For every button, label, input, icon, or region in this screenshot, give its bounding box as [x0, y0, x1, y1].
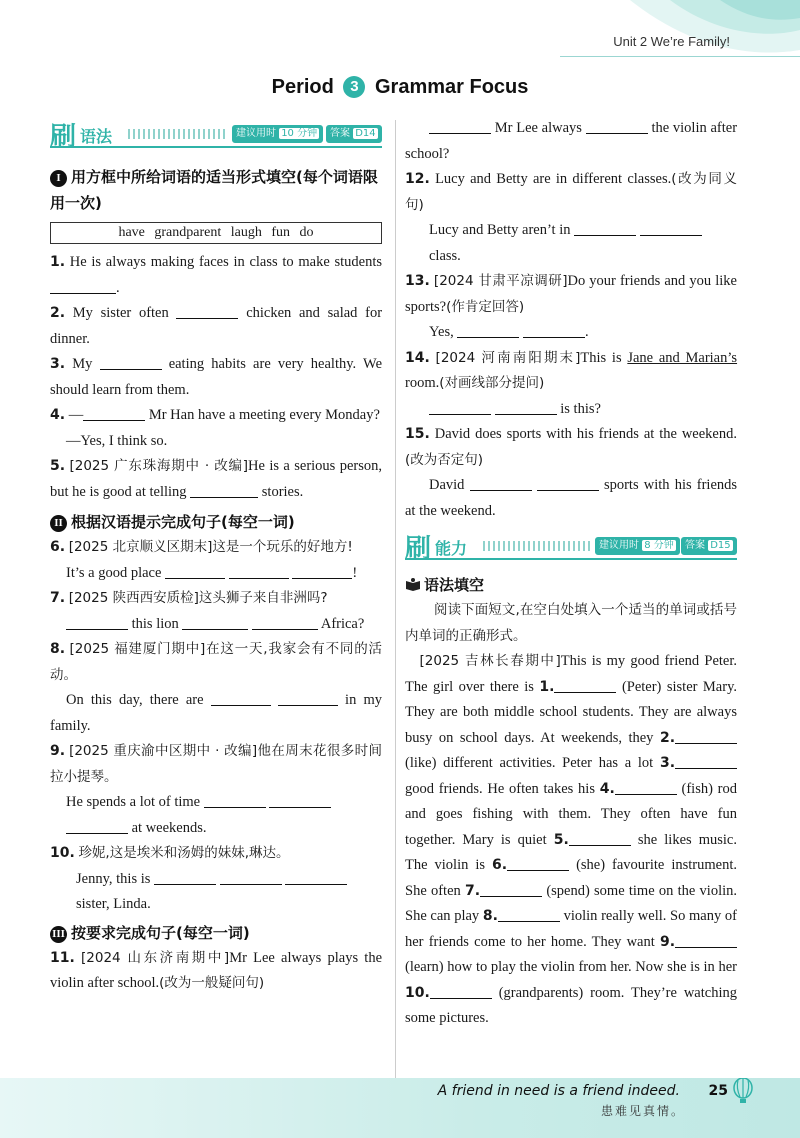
balloon-icon [732, 1078, 754, 1104]
cloze-blank-2[interactable] [675, 729, 737, 744]
answer-blank[interactable] [586, 119, 648, 134]
answer-blank[interactable] [66, 819, 128, 834]
grammar-section-header [50, 120, 382, 152]
answer-blank[interactable] [537, 476, 599, 491]
cloze-blank-4[interactable] [615, 780, 677, 795]
book-icon [405, 573, 421, 586]
stripe-decoration [128, 129, 228, 139]
question-15: 15. David does sports with his friends at the weekend.(改为否定句) David sports with his friends at the weekend. [405, 426, 738, 519]
answer-blank[interactable] [176, 304, 238, 319]
answer-blank[interactable] [269, 793, 331, 808]
question-14: 14. [2024 河南南阳期末]This is Jane and Marian’s room.(对画线部分提问) is this? [405, 349, 738, 417]
part-2-title: II 根据汉语提示完成句子(每空一词) [50, 509, 382, 535]
answer-blank[interactable] [574, 221, 636, 236]
question-10: 10. 珍妮,这是埃米和汤姆的妹妹,琳达。 Jenny, this is sister, Linda. [50, 841, 382, 918]
footer-proverb-chinese: 患难见真情。 [600, 1104, 685, 1118]
section-title: 语法 [80, 127, 113, 146]
question-13: 13. [2024 甘肃平凉调研]Do your friends and you like sports?(作肯定回答) Yes, . [405, 273, 737, 340]
section-icon-brush: 刷 [50, 122, 77, 152]
answer-blank[interactable] [100, 355, 162, 370]
answer-blank[interactable] [429, 400, 491, 415]
question-2: 2. My sister often chicken and salad for dinner. [50, 305, 383, 347]
ability-section-header [405, 532, 737, 564]
unit-header: Unit 2 We’re Family! [613, 34, 730, 49]
answer-blank[interactable] [66, 615, 128, 630]
section-icon-brush: 刷 [405, 534, 432, 564]
question-1: 1. He is always making faces in class to make students . [50, 254, 382, 296]
cloze-instructions: 阅读下面短文,在空白处填入一个适当的单词或括号内单词的正确形式。 [405, 602, 737, 644]
answer-blank[interactable] [429, 119, 491, 134]
roman-numeral-badge: II [50, 515, 67, 532]
part-1-title: I 用方框中所给词语的适当形式填空(每个词语限用一次) [50, 168, 378, 212]
roman-numeral-badge: III [50, 926, 67, 943]
answer-blank[interactable] [457, 323, 519, 338]
question-4: 4. — Mr Han have a meeting every Monday? —Yes, I think so. [50, 407, 380, 449]
question-6: 6. [2025 北京顺义区期末]这是一个玩乐的好地方! It’s a good place ! [50, 539, 358, 581]
word-box: have grandparent laugh fun do [50, 222, 382, 244]
underlined-phrase: Jane and Marian’s [627, 349, 738, 366]
period-number-badge: 3 [343, 76, 365, 98]
answer-blank[interactable] [640, 221, 702, 236]
suggested-time-tag: 建议用时 10 分钟 [232, 125, 323, 143]
cloze-blank-9[interactable] [675, 933, 737, 948]
cloze-passage: [2025 吉林长春期中]This is my good friend Peter. The girl over there is 1. (Peter) sister Mary. They are both middle school students. They are always busy on school days. At weekends, they 2. (like) different activities. Peter has a lot 3. good friends. He often takes his 4. (fish) rod and goes fishing with them. They often have fun together. Mary is quiet 5. she likes music. The violin is 6. (she) favourite instrument. She often 7. (spend) some time on the violin. She can play 8. violin really well. So many of her friends come to her home. They want 9. (learn) how to play the violin from her. Now she is in her 10. (grandparents) room. They’re watching some pictures. [405, 653, 738, 1026]
cloze-blank-6[interactable] [507, 856, 569, 871]
answer-blank[interactable] [278, 691, 338, 706]
left-column [50, 120, 382, 997]
page-number: 25 [708, 1083, 728, 1099]
header-divider [560, 56, 800, 57]
cloze-blank-1[interactable] [554, 678, 616, 693]
answer-blank[interactable] [229, 564, 289, 579]
roman-numeral-badge: I [50, 170, 67, 187]
question-12: 12. Lucy and Betty are in different classes.(改为同义句) Lucy and Betty aren’t in class. [405, 171, 737, 264]
cloze-blank-3[interactable] [675, 754, 737, 769]
answer-tag: 答案 D14 [326, 125, 382, 143]
footer-proverb: A friend in need is a friend indeed. [437, 1083, 680, 1099]
answer-blank[interactable] [182, 615, 248, 630]
answer-blank[interactable] [292, 564, 352, 579]
question-9: 9. [2025 重庆渝中区期中 · 改编]他在周末花很多时间拉小提琴。 He spends a lot of time at weekends. [50, 743, 382, 836]
question-11-part1: 11. [2024 山东济南期中]Mr Lee always plays the violin after school.(改为一般疑问句) [50, 949, 382, 991]
question-5: 5. [2025 广东珠海期中 · 改编]He is a serious person, but he is good at telling stories. [50, 458, 382, 500]
answer-blank[interactable] [83, 406, 145, 421]
part-3-title: III 按要求完成句子(每空一词) [50, 920, 382, 946]
cloze-blank-10[interactable] [430, 984, 492, 999]
answer-blank[interactable] [285, 870, 347, 885]
page-title [0, 76, 800, 99]
answer-blank[interactable] [154, 870, 216, 885]
answer-blank[interactable] [252, 615, 318, 630]
suggested-time-tag: 建议用时 8 分钟 [595, 537, 680, 555]
question-7: 7. [2025 陕西西安质检]这头狮子来自非洲吗? this lion Africa? [50, 590, 365, 632]
question-8: 8. [2025 福建厦门期中]在这一天,我家会有不同的活动。 On this day, there are in my family. [50, 641, 383, 734]
cloze-blank-5[interactable] [569, 831, 631, 846]
title-suffix: Grammar Focus [374, 76, 529, 98]
cloze-title: 语法填空 [405, 572, 737, 598]
title-prefix: Period [271, 76, 334, 98]
section-title: 能力 [435, 539, 468, 558]
answer-blank[interactable] [50, 279, 116, 294]
answer-blank[interactable] [470, 476, 532, 491]
answer-blank[interactable] [220, 870, 282, 885]
answer-blank[interactable] [165, 564, 225, 579]
answer-blank[interactable] [495, 400, 557, 415]
decorative-swoosh [570, 0, 800, 120]
answer-tag: 答案 D15 [681, 537, 737, 555]
column-divider [395, 120, 396, 1080]
answer-blank[interactable] [523, 323, 585, 338]
question-11-part2: Mr Lee always the violin after school? [405, 120, 738, 162]
cloze-blank-8[interactable] [498, 907, 560, 922]
answer-blank[interactable] [204, 793, 266, 808]
right-column [405, 116, 737, 1032]
answer-blank[interactable] [190, 483, 258, 498]
cloze-blank-7[interactable] [480, 882, 542, 897]
stripe-decoration [483, 541, 591, 551]
answer-blank[interactable] [211, 691, 271, 706]
question-3: 3. My eating habits are very healthy. We should learn from them. [50, 356, 383, 398]
